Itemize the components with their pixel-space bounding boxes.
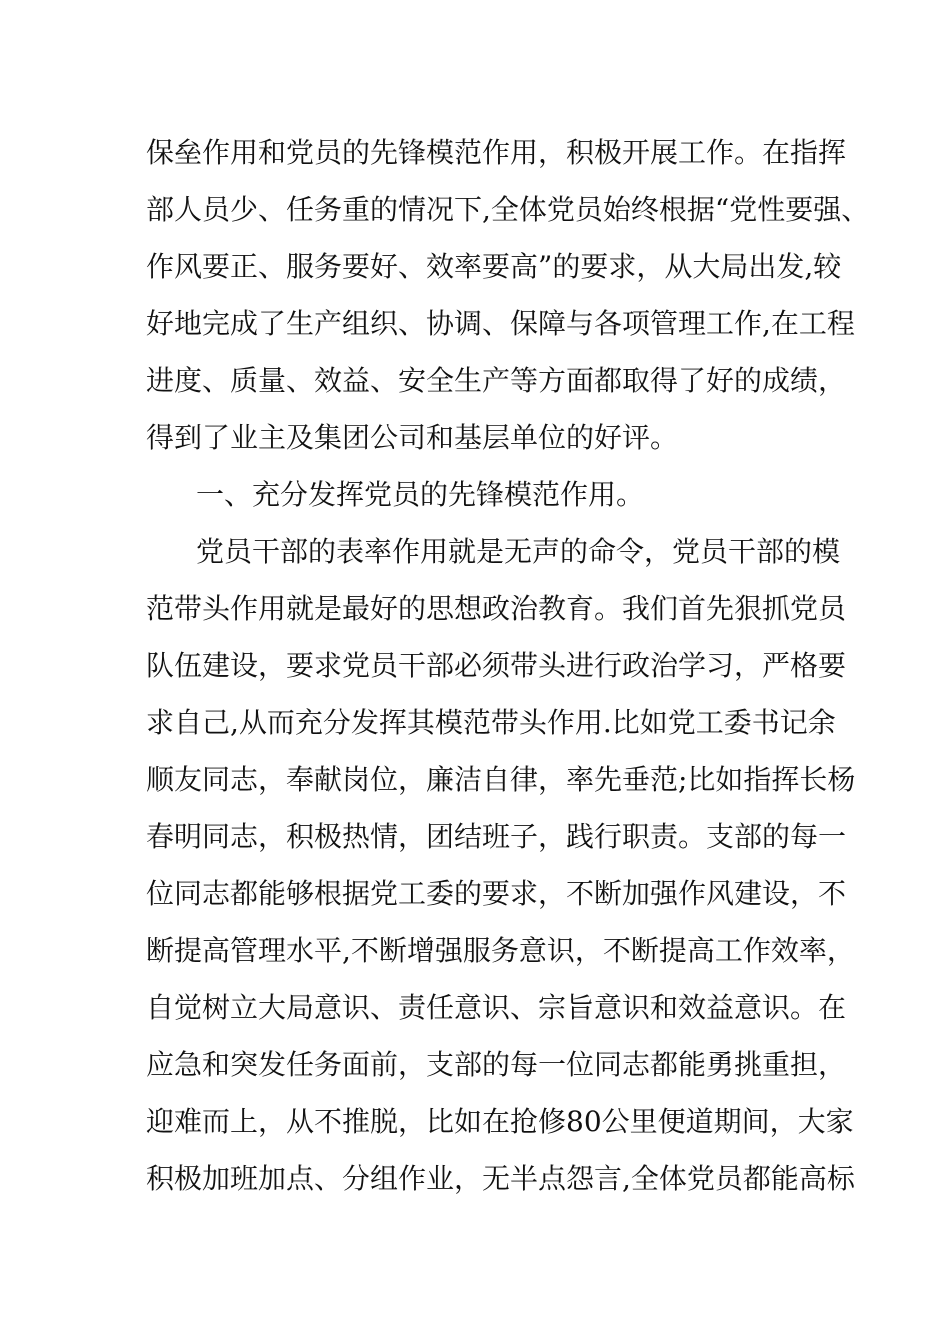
text-line: 党员干部的表率作用就是无声的命令，党员干部的模 (196, 535, 841, 568)
section-heading: 一、充分发挥党员的先锋模范作用。 (196, 478, 645, 511)
text-line: 积极加班加点、分组作业，无半点怨言,全体党员都能高标 (146, 1162, 855, 1195)
body-text (146, 131, 870, 1214)
text-line: 范带头作用就是最好的思想政治教育。我们首先狠抓党员 (146, 592, 847, 625)
text-line: 作风要正、服务要好、效率要高”的要求，从大局出发,较 (146, 250, 842, 283)
text-line: 春明同志，积极热情，团结班子，践行职责。支部的每一 (146, 820, 847, 853)
text-line: 好地完成了生产组织、协调、保障与各项管理工作,在工程 (146, 307, 855, 340)
text-line: 部人员少、任务重的情况下,全体党员始终根据“党性要强、 (146, 193, 870, 226)
text-line: 断提高管理水平,不断增强服务意识，不断提高工作效率， (146, 934, 855, 967)
text-line: 进度、质量、效益、安全生产等方面都取得了好的成绩， (146, 364, 847, 397)
text-line: 顺友同志，奉献岗位，廉洁自律，率先垂范;比如指挥长杨 (146, 763, 856, 796)
text-line: 保垒作用和党员的先锋模范作用，积极开展工作。在指挥 (146, 136, 847, 169)
text-line: 应急和突发任务面前，支部的每一位同志都能勇挑重担， (146, 1048, 847, 1081)
text-line: 队伍建设，要求党员干部必须带头进行政治学习，严格要 (146, 649, 847, 682)
text-line: 迎难而上，从不推脱，比如在抢修80公里便道期间，大家 (146, 1105, 854, 1138)
text-line: 位同志都能够根据党工委的要求，不断加强作风建设，不 (146, 877, 847, 910)
text-line: 得到了业主及集团公司和基层单位的好评。 (146, 421, 679, 454)
text-line: 求自己,从而充分发挥其模范带头作用.比如党工委书记余 (146, 706, 836, 739)
text-line: 自觉树立大局意识、责任意识、宗旨意识和效益意识。在 (146, 991, 847, 1024)
